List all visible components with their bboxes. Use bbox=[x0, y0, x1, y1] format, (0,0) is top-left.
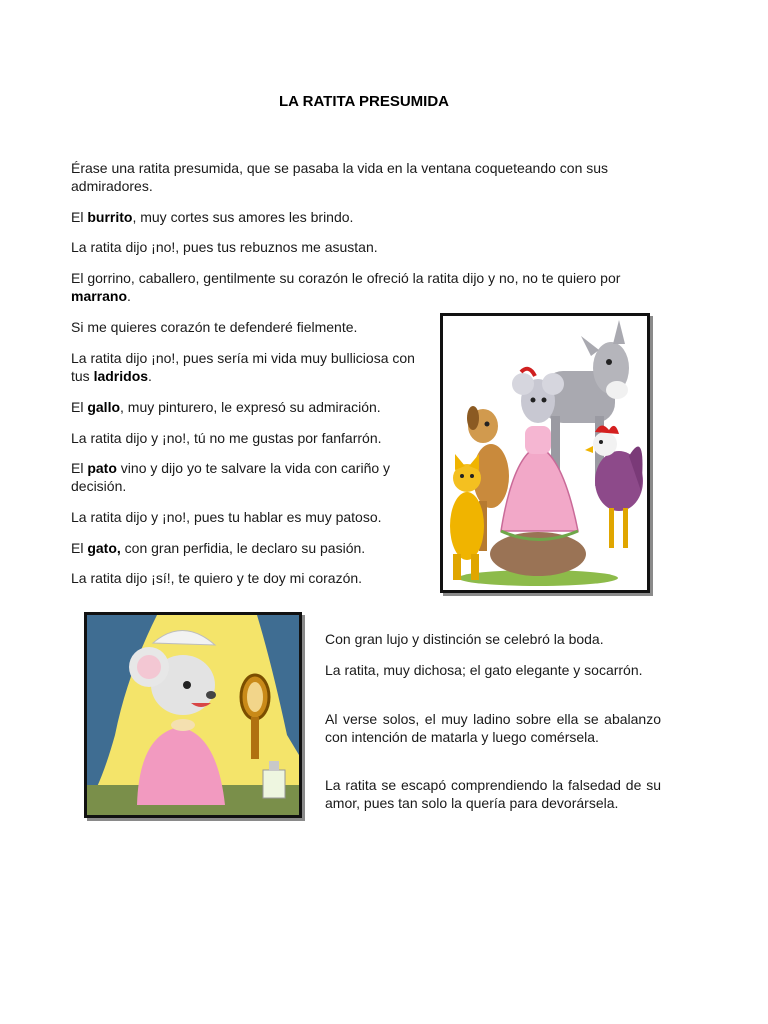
paragraph-rejection-perro: La ratita dijo ¡no!, pues sería mi vida muy bulliciosa con tus ladridos. bbox=[71, 350, 415, 384]
suitors-drawing bbox=[443, 316, 647, 590]
paragraph-pato: El pato vino y dijo yo te salvare la vida con cariño y decisión. bbox=[71, 460, 391, 494]
paragraph-gato: El gato, con gran perfidia, le declaro su pasión. bbox=[71, 540, 366, 556]
paragraph-perro: Si me quieres corazón te defenderé fielmente. bbox=[71, 319, 358, 335]
paragraph-escape: La ratita se escapó comprendiendo la falsedad de su amor, pues tan solo la quería para devorársela. bbox=[325, 777, 661, 811]
paragraph-dichosa: La ratita, muy dichosa; el gato elegante y socarrón. bbox=[325, 662, 643, 678]
paragraph-burrito: El burrito, muy cortes sus amores les brindo. bbox=[71, 209, 354, 225]
paragraph-boda: Con gran lujo y distinción se celebró la boda. bbox=[325, 631, 604, 647]
mouse-mirror-illustration bbox=[84, 612, 302, 818]
paragraph-intro: Érase una ratita presumida, que se pasaba la vida en la ventana coqueteando con sus admiradores. bbox=[71, 160, 609, 194]
paragraph-ataque: Al verse solos, el muy ladino sobre ella se abalanzo con intención de matarla y luego comérsela. bbox=[325, 711, 661, 745]
paragraph-acceptance: La ratita dijo ¡sí!, te quiero y te doy mi corazón. bbox=[71, 570, 363, 586]
paragraph-rejection-pato: La ratita dijo y ¡no!, pues tu hablar es muy patoso. bbox=[71, 509, 382, 525]
paragraph-rejection-gallo: La ratita dijo y ¡no!, tú no me gustas por fanfarrón. bbox=[71, 430, 382, 446]
paragraph-gallo: El gallo, muy pinturero, le expresó su admiración. bbox=[71, 399, 381, 415]
paragraph-rejection-burrito: La ratita dijo ¡no!, pues tus rebuznos me asustan. bbox=[71, 239, 378, 255]
suitors-illustration bbox=[440, 313, 650, 593]
page-title: LA RATITA PRESUMIDA bbox=[279, 93, 449, 110]
mouse-mirror-drawing bbox=[87, 615, 299, 815]
paragraph-gorrino: El gorrino, caballero, gentilmente su corazón le ofreció la ratita dijo y no, no te quiero por marrano. bbox=[71, 270, 621, 304]
